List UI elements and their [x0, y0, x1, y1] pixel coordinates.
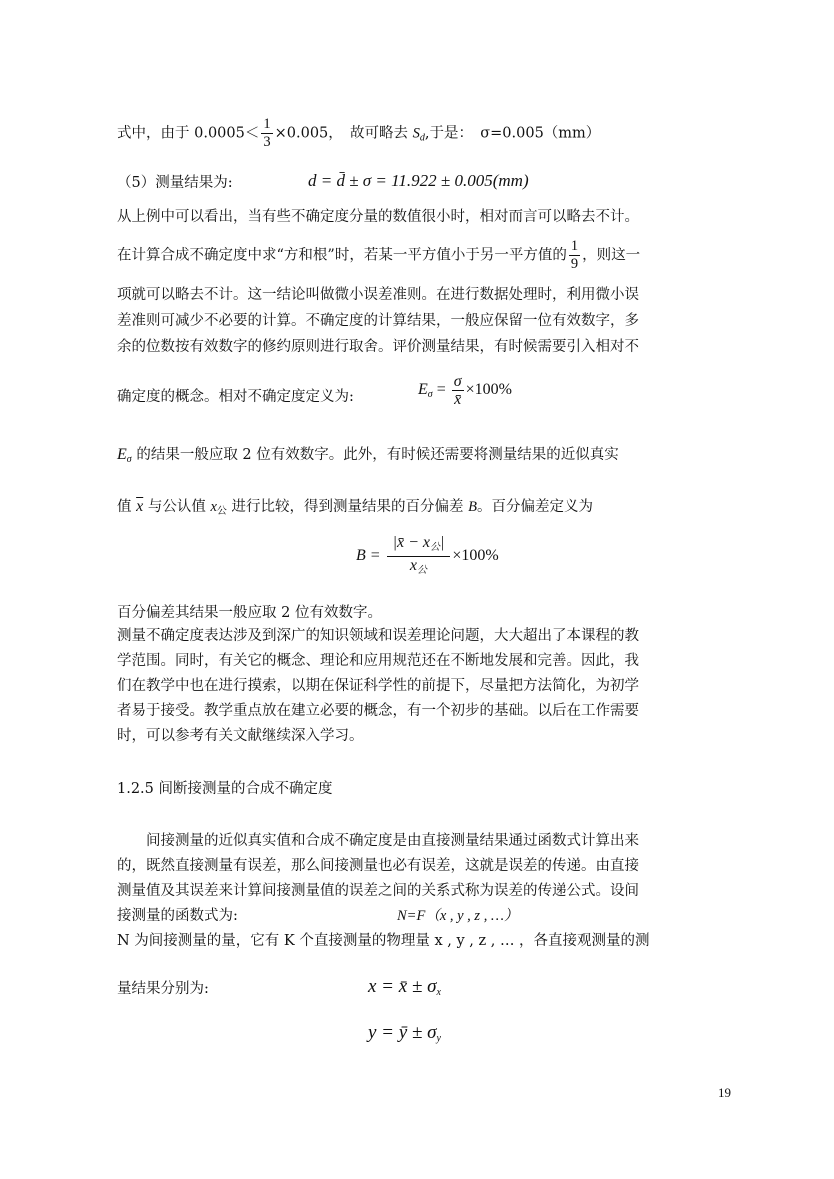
line-relative-uncertainty — [117, 388, 354, 406]
numerator: σ — [453, 373, 462, 390]
paragraph-line: 间接测量的近似真实值和合成不确定度是由直接测量结果通过函数式计算出来 — [117, 833, 639, 849]
symbol-x-sub: 公 — [216, 506, 227, 517]
fraction-sigma-over-x — [452, 373, 464, 408]
numerator: 1 — [263, 116, 271, 132]
paragraph-line: 者易于接受。教学重点放在建立必要的概念，有一个初步的基础。以后在工作需要 — [117, 703, 639, 719]
paragraph-line: 时，可以参考有关文献继续深入学习。 — [117, 728, 364, 744]
text: （5）测量结果为: — [117, 175, 233, 191]
function-expression: N=F（x , y , z , …） — [397, 908, 519, 924]
line-since — [117, 116, 600, 151]
equation-sub: x — [436, 987, 441, 998]
page-number: 19 — [718, 1085, 731, 1100]
line-e-sigma — [117, 446, 619, 469]
paragraph-line: 的，既然直接测量有误差，那么间接测量也必有误差，这就是误差的传递。由直接 — [117, 858, 639, 874]
symbol-e-sub: σ — [427, 389, 433, 401]
line-fraction-ninth — [117, 238, 640, 273]
symbol-b: B = — [356, 547, 381, 565]
numerator: |x̄ − x — [392, 534, 430, 551]
symbol-s: S — [412, 125, 420, 142]
paragraph-line: 从上例中可以看出，当有些不确定度分量的数值很小时，相对而言可以略去不计。 — [117, 209, 639, 225]
fraction-deviation — [387, 534, 451, 579]
symbol-e-sub: σ — [126, 454, 132, 465]
text: ，则这一 — [582, 247, 641, 264]
equation-y — [368, 1022, 441, 1044]
numerator-sub: 公 — [429, 542, 440, 553]
paragraph-line: 学范围。同时，有关它的概念、理论和应用规范还在不断地发展和完善。因此，我 — [117, 653, 639, 669]
denominator: 3 — [263, 134, 271, 150]
paragraph-line: 项就可以略去不计。这一结论叫做微小误差准则。在进行数据处理时，利用微小误 — [117, 287, 639, 303]
line-value-compare — [117, 498, 593, 521]
symbol-b: B — [468, 499, 477, 515]
text: 在计算合成不确定度中求“方和根”时，若某一平方值小于另一平方值的 — [117, 247, 567, 264]
text: 。百分偏差定义为 — [476, 499, 593, 515]
text: 接测量的函数式为: — [117, 908, 238, 924]
text: 与公认值 — [143, 499, 211, 515]
paragraph-line: 差准则可减少不必要的计算。不确定度的计算结果，一般应保留一位有效数字，多 — [117, 313, 639, 329]
paragraph-line: 百分偏差其结果一般应取 2 位有效数字。 — [117, 605, 382, 621]
equation-x — [368, 976, 441, 998]
text: 确定度的概念。相对不确定度定义为: — [117, 389, 354, 405]
line-result — [117, 174, 233, 192]
denominator-sub: 公 — [417, 565, 428, 576]
text: ×100% — [465, 381, 512, 399]
symbol-e: E — [418, 381, 428, 399]
equation-relative: $E_\sigma$ = $\frac{\sigma}{x̄}$ ×100% — [418, 373, 512, 408]
equation-text: y = ȳ ± σ — [368, 1022, 437, 1043]
denominator: x — [409, 557, 418, 574]
symbol-s-sub: d — [419, 132, 425, 144]
line-function — [117, 907, 238, 925]
text: 值 — [117, 499, 137, 515]
paragraph-line: 们在教学中也在进行摸索，以期在保证科学性的前提下，尽量把方法简化，为初学 — [117, 678, 639, 694]
paragraph-line: 测量值及其误差来计算间接测量值的误差之间的关系式称为误差的传递公式。设间 — [117, 883, 639, 899]
denominator: x̄ — [454, 391, 462, 408]
text: ×100% — [452, 547, 499, 565]
symbol-e: E — [117, 446, 127, 463]
equation-percent-deviation — [356, 534, 499, 579]
section-heading: 1.2.5 间断接测量的合成不确定度 — [117, 781, 333, 797]
text: 的结果一般应取 2 位有效数字。此外，有时候还需要将测量结果的近似真实 — [131, 447, 619, 463]
text: 量结果分别为: — [117, 981, 209, 997]
paragraph-line: 余的位数按有效数字的修约原则进行取舍。评价测量结果，有时候需要引入相对不 — [117, 339, 639, 355]
fraction-one-third — [261, 116, 272, 151]
text: 式中，由于 0.0005＜ — [117, 125, 260, 142]
equation-text: x = x̄ ± σ — [368, 976, 437, 997]
equation-sub: y — [436, 1033, 441, 1044]
numerator-end: | — [439, 534, 445, 551]
denominator: 9 — [570, 256, 579, 272]
symbol-x: x — [210, 499, 217, 515]
symbol-x-bar: $\overline{x}$ — [136, 498, 144, 515]
line-results-x — [117, 980, 209, 998]
text: ×0.005， 故可略去 — [274, 125, 413, 142]
fraction-one-ninth — [569, 238, 580, 273]
numerator: 1 — [570, 238, 579, 254]
paragraph-line: 测量不确定度表达涉及到深广的知识领域和误差理论问题，大大超出了本课程的教 — [117, 628, 639, 644]
text: ,于是： σ=0.005（mm） — [424, 125, 601, 142]
text: 进行比较，得到测量结果的百分偏差 — [226, 499, 469, 515]
paragraph-line: N 为间接测量的量，它有 K 个直接测量的物理量 x , y , z , … ，各直接观测量的测 — [117, 933, 650, 949]
equation-result: d = d̄ ± σ = 11.922 ± 0.005(mm) — [308, 171, 529, 190]
